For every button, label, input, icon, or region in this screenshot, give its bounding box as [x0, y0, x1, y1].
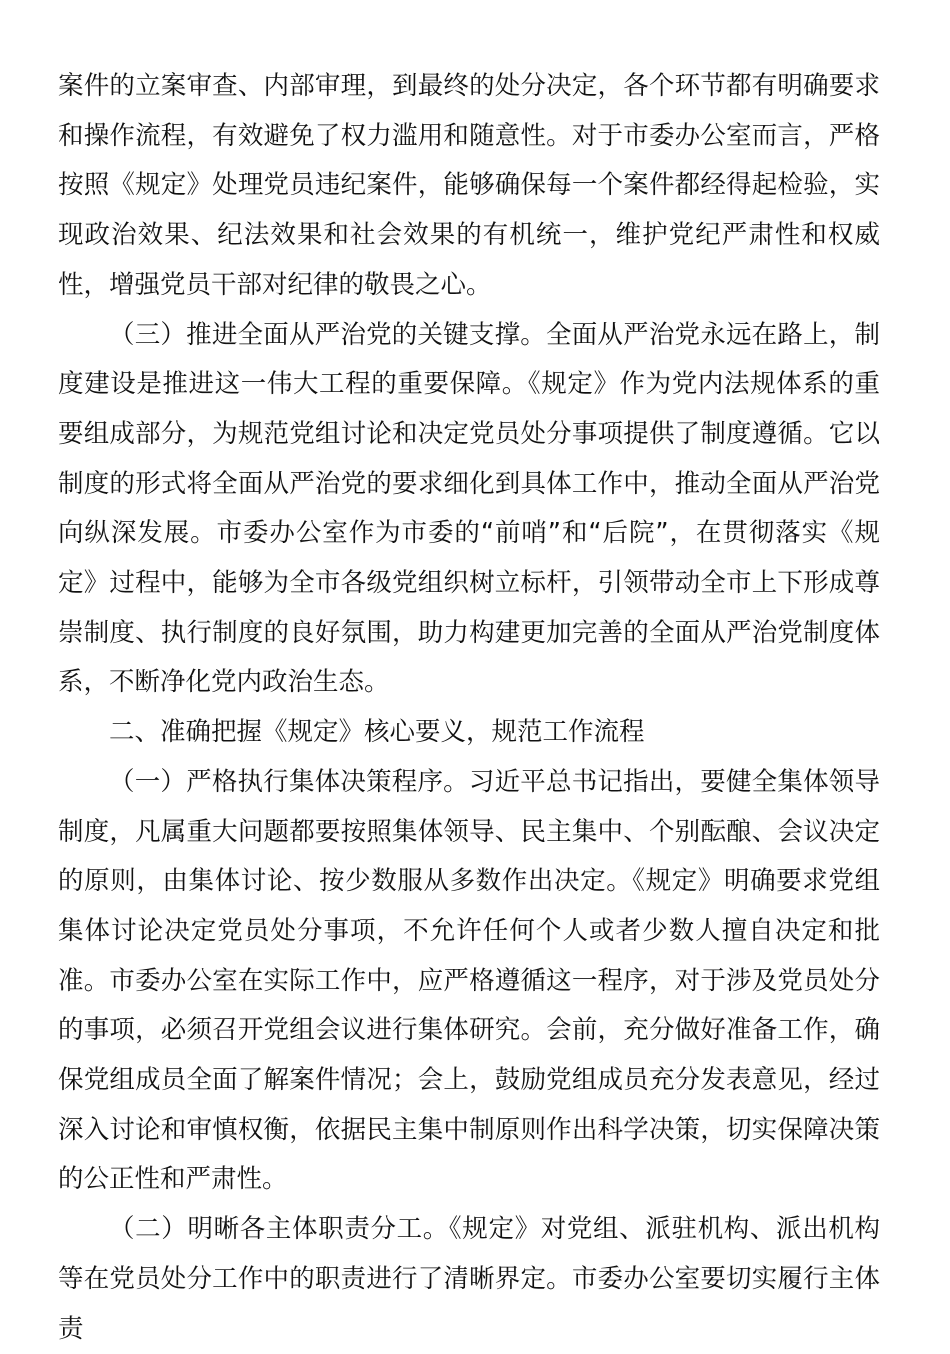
paragraph-continuation: 案件的立案审查、内部审理，到最终的处分决定，各个环节都有明确要求和操作流程，有效避免了权力滥用和随意性。对于市委办公室而言，严格按照《规定》处理党员违纪案件，能够确保每一个案件都经得起检验，实现政治效果、纪法效果和社会效果的有机统一，维护党纪严肃性和权威性，增强党员干部对纪律的敬畏之心。 [58, 71, 880, 300]
paragraph-subsection-1: （一）严格执行集体决策程序。习近平总书记指出，要健全集体领导制度，凡属重大问题都要按照集体领导、民主集中、个别酝酿、会议决定的原则，由集体讨论、按少数服从多数作出决定。《规定》明确要求党组集体讨论决定党员处分事项，不允许任何个人或者少数人擅自决定和批准。市委办公室在实际工作中，应严格遵循这一程序，对于涉及党员处分的事项，必须召开党组会议进行集体研究。会前，充分做好准备工作，确保党组成员全面了解案件情况；会上，鼓励党组成员充分发表意见，经过深入讨论和审慎权衡，依据民主集中制原则作出科学决策，切实保障决策的公正性和严肃性。 [58, 766, 880, 1195]
paragraph-subsection-2: （二）明晰各主体职责分工。《规定》对党组、派驻机构、派出机构等在党员处分工作中的职责进行了清晰界定。市委办公室要切实履行主体责 [58, 1214, 880, 1344]
section-heading-2: 二、准确把握《规定》核心要义，规范工作流程 [109, 717, 645, 748]
document-page [58, 62, 880, 1354]
paragraph-section-3: （三）推进全面从严治党的关键支撑。全面从严治党永远在路上，制度建设是推进这一伟大工程的重要保障。《规定》作为党内法规体系的重要组成部分，为规范党组讨论和决定党员处分事项提供了制度遵循。它以制度的形式将全面从严治党的要求细化到具体工作中，推动全面从严治党向纵深发展。市委办公室作为市委的“前哨”和“后院”，在贯彻落实《规定》过程中，能够为全市各级党组织树立标杆，引领带动全市上下形成尊崇制度、执行制度的良好氛围，助力构建更加完善的全面从严治党制度体系，不断净化党内政治生态。 [58, 319, 880, 698]
